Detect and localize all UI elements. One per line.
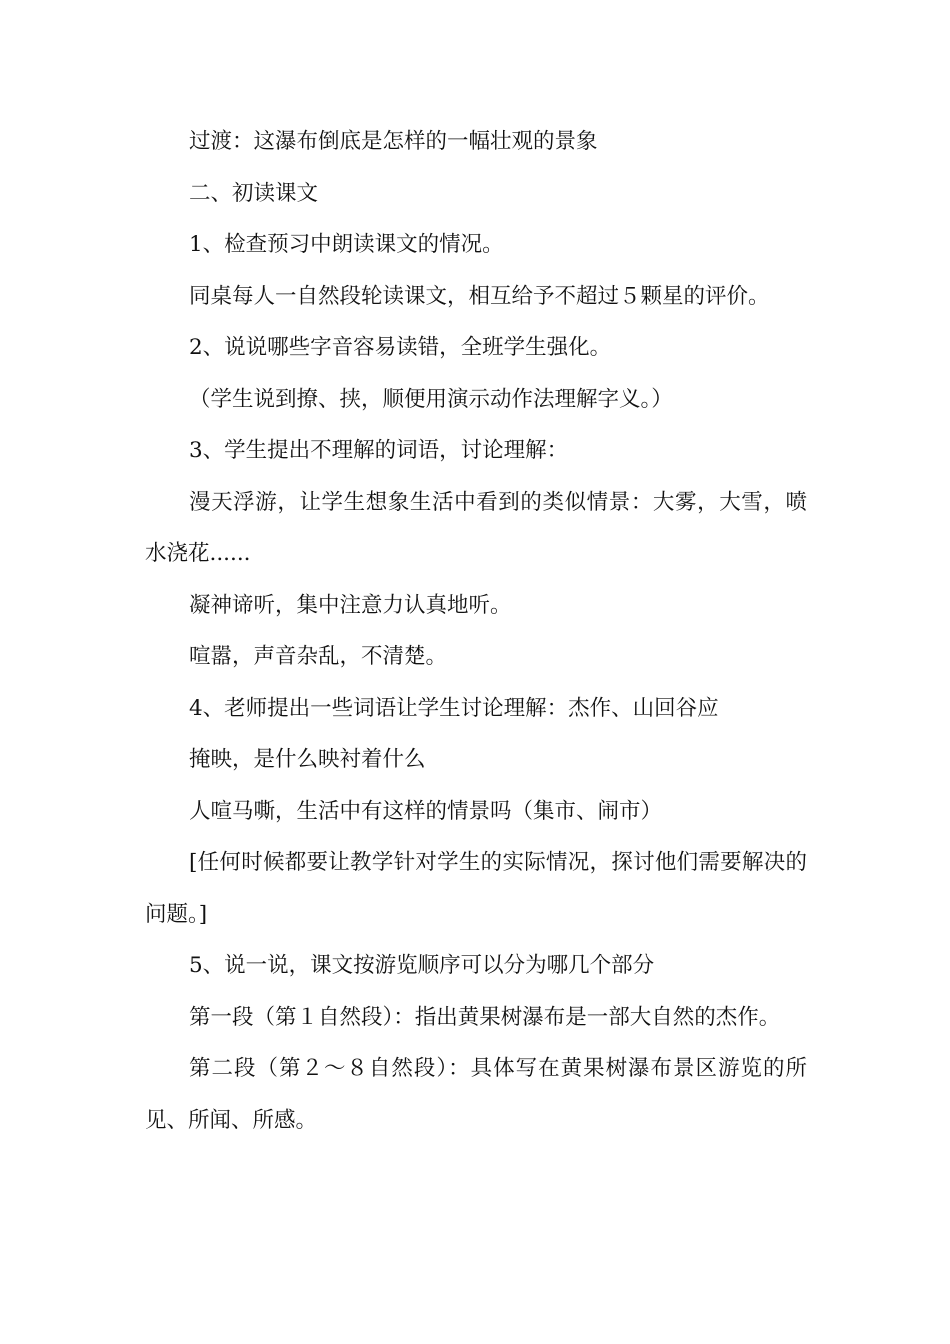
paragraph-teaching-note: [任何时候都要让教学针对学生的实际情况，探讨他们需要解决的问题。] <box>145 850 807 927</box>
paragraph-character-note: （学生说到撩、挟，顺便用演示动作法理解字义。） <box>189 386 673 412</box>
paragraph-step-4: 4、老师提出一些词语让学生讨论理解：杰作、山回谷应 <box>189 695 719 721</box>
paragraph-term-noise: 喧嚣，声音杂乱，不清楚。 <box>189 644 448 669</box>
paragraph-step-1: 1、检查预习中朗读课文的情况。 <box>189 232 504 257</box>
paragraph-part-one: 第一段（第１自然段）：指出黄果树瀑布是一部大自然的杰作。 <box>189 1004 781 1030</box>
paragraph-step-5: 5、说一说，课文按游览顺序可以分为哪几个部分 <box>189 953 655 978</box>
paragraph-term-reflection: 掩映，是什么映衬着什么 <box>189 747 426 772</box>
paragraph-term-bustle: 人喧马嘶，生活中有这样的情景吗（集市、闹市） <box>189 798 663 824</box>
paragraph-term-listening: 凝神谛听，集中注意力认真地听。 <box>189 592 512 618</box>
paragraph-peer-reading: 同桌每人一自然段轮读课文，相互给予不超过５颗星的评价。 <box>189 283 770 309</box>
paragraph-step-2: 2、说说哪些字音容易读错，全班学生强化。 <box>189 335 612 360</box>
section-heading-initial-reading: 二、初读课文 <box>189 180 319 206</box>
paragraph-part-two: 第二段（第２～８自然段）：具体写在黄果树瀑布景区游览的所见、所闻、所感。 <box>145 1056 807 1133</box>
document-body <box>145 116 807 1146</box>
paragraph-term-floating: 漫天浮游，让学生想象生活中看到的类似情景：大雾，大雪，喷水浇花...... <box>145 489 807 566</box>
paragraph-transition: 过渡：这瀑布倒底是怎样的一幅壮观的景象 <box>189 129 598 154</box>
paragraph-step-3: 3、学生提出不理解的词语，讨论理解： <box>189 438 569 463</box>
